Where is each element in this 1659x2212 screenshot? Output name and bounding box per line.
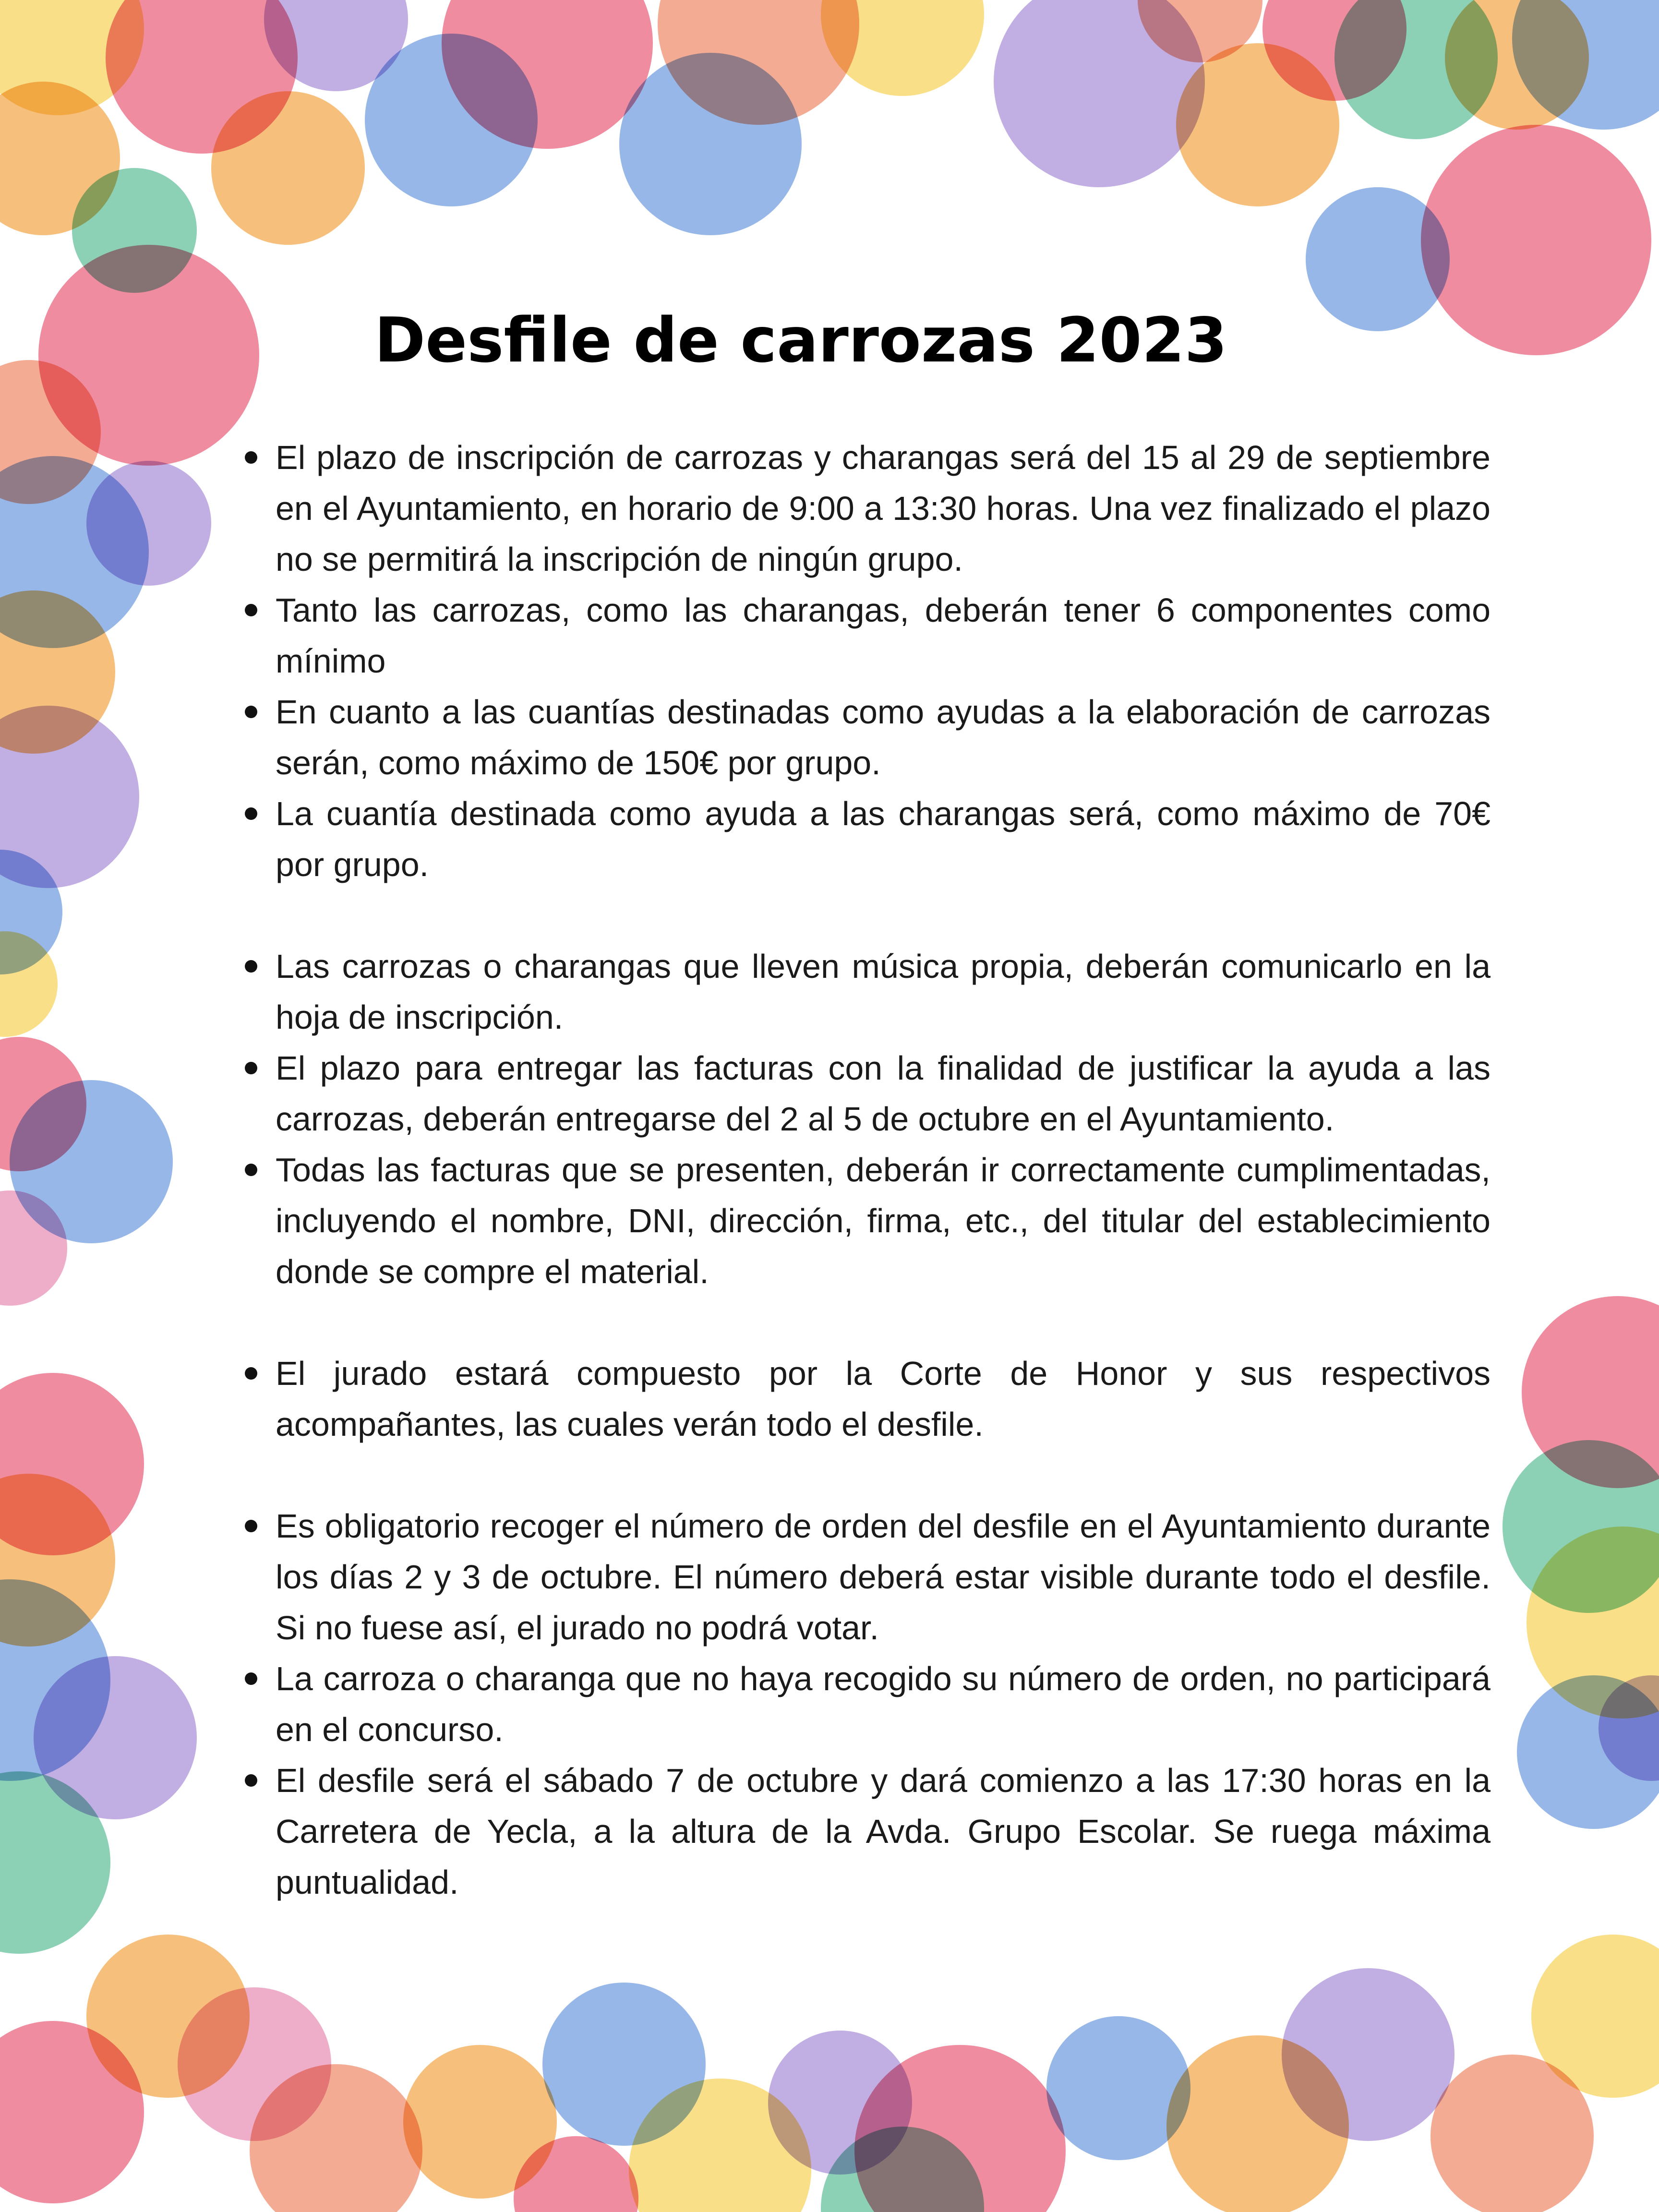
bullet-icon: [245, 1367, 257, 1380]
rule-item: [245, 432, 1491, 585]
rule-item: [245, 788, 1491, 890]
rule-item: [245, 1043, 1491, 1144]
rule-item: [245, 1653, 1491, 1755]
rule-item: [245, 1501, 1491, 1653]
watercolor-circle: [211, 91, 365, 245]
rule-text: El plazo para entregar las facturas con la finalidad de justificar la ayuda a las carrozas, deberán entregarse del 2 al 5 de octubre en el Ayuntamiento.: [276, 1049, 1491, 1138]
bullet-icon: [245, 960, 257, 973]
rule-text: Las carrozas o charangas que lleven música propia, deberán comunicarlo en la hoja de inscripción.: [276, 948, 1491, 1036]
rule-text: La cuantía destinada como ayuda a las charangas será, como máximo de 70€ por grupo.: [276, 795, 1491, 883]
rule-text: Tanto las carrozas, como las charangas, deberán tener 6 componentes como mínimo: [276, 591, 1491, 680]
rule-item: [245, 686, 1491, 788]
watercolor-circle: [1306, 187, 1450, 331]
bullet-icon: [245, 604, 257, 616]
watercolor-circle: [821, 0, 984, 96]
rule-item: [245, 1348, 1491, 1450]
bullet-icon: [245, 1164, 257, 1176]
bullet-icon: [245, 1520, 257, 1532]
bullet-icon: [245, 1774, 257, 1787]
bullet-icon: [245, 1672, 257, 1685]
bullet-icon: [245, 706, 257, 718]
rule-text: Todas las facturas que se presenten, deberán ir correctamente cumplimentadas, incluyendo el nombre, DNI, dirección, firma, etc., del titular del establecimiento donde se compre el material.: [276, 1151, 1491, 1290]
rule-text: El jurado estará compuesto por la Corte de Honor y sus respectivos acompañantes, las cuales verán todo el desfile.: [276, 1355, 1491, 1443]
rule-item: [245, 1144, 1491, 1297]
rule-text: Es obligatorio recoger el número de orden del desfile en el Ayuntamiento durante los días 2 y 3 de octubre. El número deberá estar visible durante todo el desfile. Si no fuese así, el jurado no podrá votar.: [276, 1507, 1491, 1647]
rules-list: [245, 432, 1491, 1908]
rule-text: El plazo de inscripción de carrozas y charangas será del 15 al 29 de septiembre en el Ayuntamiento, en horario de 9:00 a 13:30 horas. Una vez finalizado el plazo no se permitirá la inscripción de ningún grupo.: [276, 439, 1491, 578]
bullet-icon: [245, 451, 257, 464]
rule-text: La carroza o charanga que no haya recogido su número de orden, no participará en el concurso.: [276, 1660, 1491, 1748]
watercolor-circle: [1282, 1968, 1455, 2141]
rule-text: El desfile será el sábado 7 de octubre y dará comienzo a las 17:30 horas en la Carretera de Yecla, a la altura de la Avda. Grupo Escolar. Se ruega máxima puntualidad.: [276, 1762, 1491, 1901]
bullet-icon: [245, 807, 257, 820]
watercolor-circle: [86, 461, 211, 586]
watercolor-circle: [1421, 125, 1651, 355]
rule-item: [245, 585, 1491, 686]
rule-item: [245, 1755, 1491, 1908]
rule-item: [245, 941, 1491, 1043]
page-title: Desfile de carrozas 2023: [374, 305, 1227, 376]
rule-text: En cuanto a las cuantías destinadas como ayudas a la elaboración de carrozas serán, como máximo de 150€ por grupo.: [276, 693, 1491, 781]
bullet-icon: [245, 1062, 257, 1074]
